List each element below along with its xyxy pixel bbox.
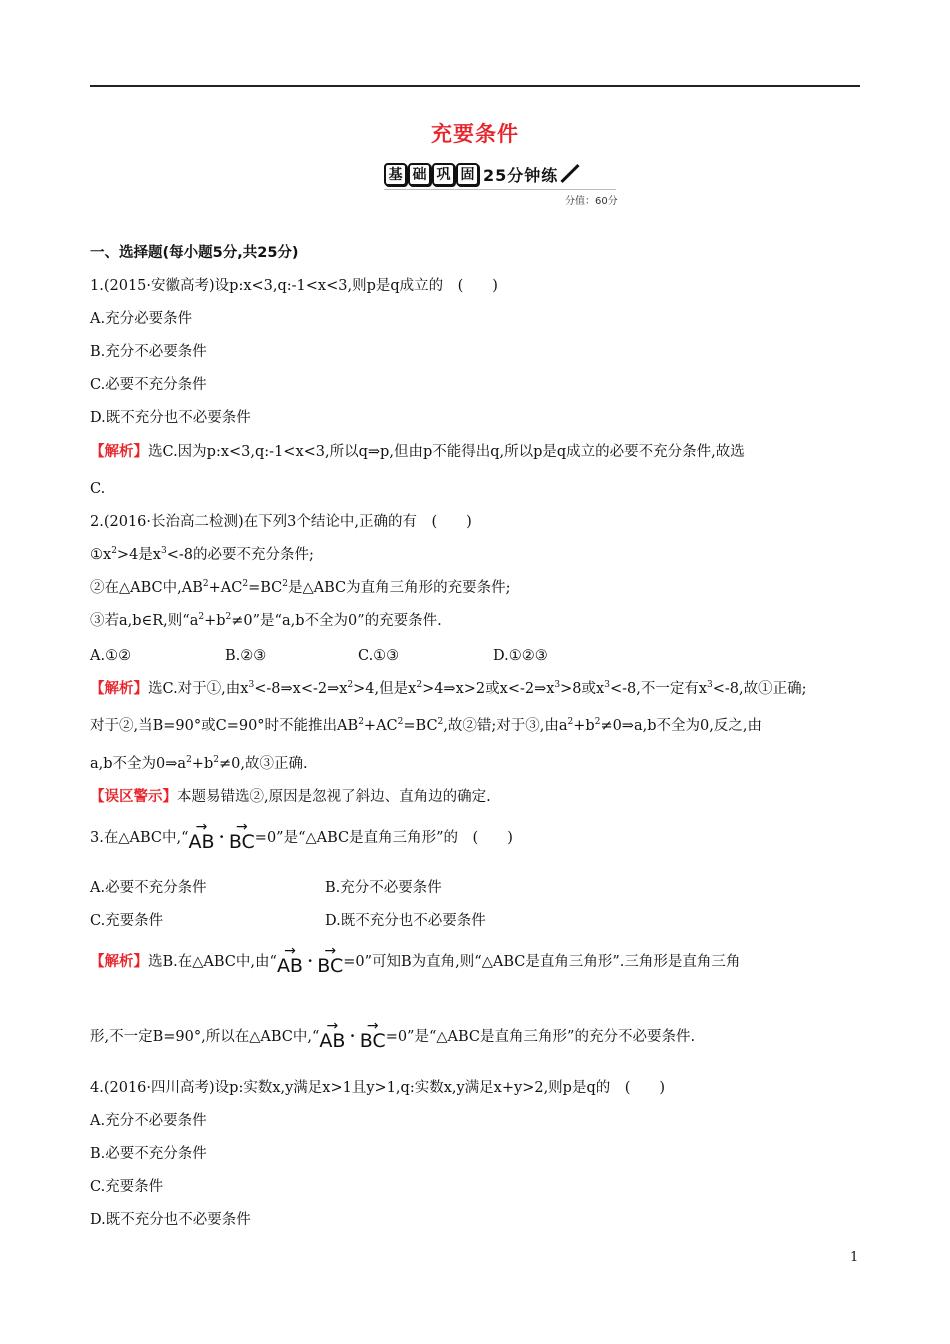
q3-stem: 3.在△ABC中,“ → AB · → BC=0”是“△ABC是直角三角形”的 ( )	[90, 819, 513, 853]
q4-option-a: A.充分不必要条件	[90, 1113, 207, 1129]
q3-solution-line-1: 【解析】选B.在△ABC中,由“ → AB · → BC=0”可知B为直角,则“△ABC是直角三角形”.三角形是直角三角	[90, 943, 741, 977]
vector-ab: → AB	[319, 1018, 346, 1052]
page-number: 1	[850, 1250, 859, 1265]
q3-option-b: B.充分不必要条件	[325, 880, 442, 896]
q4-option-c: C.充要条件	[90, 1179, 164, 1195]
banner-char-3: 巩	[432, 163, 455, 186]
banner-underline	[384, 189, 616, 190]
q1-option-b: B.充分不必要条件	[90, 344, 207, 360]
q1-stem: 1.(2015·安徽高考)设p:x<3,q:-1<x<3,则p是q成立的 ( )	[90, 278, 498, 294]
q2-statement-1: $①x^2>4$是$x^3<-8$的必要不充分条件;	[90, 546, 314, 563]
q1-solution-tag: 【解析】	[90, 444, 148, 460]
q2-option-a: A.①②	[90, 648, 132, 664]
header-rule	[90, 85, 860, 87]
section-heading: 一、选择题(每小题5分,共25分)	[90, 245, 299, 261]
q3-option-a: A.必要不充分条件	[90, 880, 207, 896]
vector-bc: → BC	[317, 943, 344, 977]
q4-option-d: D.既不充分也不必要条件	[90, 1212, 251, 1228]
q1-solution-text: 选C.因为p:x<3,q:-1<x<3,所以q⇒p,但由p不能得出q,所以p是q成立的必要不充分条件,故选	[148, 444, 745, 460]
q3-solution-line-2: 形,不一定B=90°,所以在△ABC中,“ → AB · → BC=0”是“△ABC是直角三角形”的充分不必要条件.	[90, 1018, 696, 1052]
q2-options	[90, 646, 548, 666]
vector-bc: → BC	[228, 819, 255, 853]
banner-char-2: 础	[408, 163, 431, 186]
vector-arrow-icon: →	[324, 943, 337, 959]
q3-option-c: C.充要条件	[90, 913, 164, 929]
q3-solution-tag: 【解析】	[90, 954, 148, 970]
q2-statement-2: ②在△ABC中$,AB^2+AC^2=BC^2$是△ABC为直角三角形的充要条件;	[90, 579, 511, 596]
q1-solution-line-1	[90, 442, 745, 462]
q1-option-c: C.必要不充分条件	[90, 377, 207, 393]
q2-option-d: D.①②③	[493, 648, 548, 664]
vector-bc: → BC	[359, 1018, 386, 1052]
pen-stroke-icon	[561, 163, 580, 182]
q1-solution-line-2: C.	[90, 481, 106, 497]
vector-ab: → AB	[276, 943, 303, 977]
q2-solution-line-2: 对于②,当B=90°或C=90°时不能推出$AB^2+AC^2=BC^2$,故②错;对于③,由$a^2+b^2\ne 0\Rightarrow a,b$不全为0,反之,由	[90, 717, 762, 734]
q3-options-row-2	[90, 911, 486, 931]
q2-warning-text: 本题易错选②,原因是忽视了斜边、直角边的确定.	[177, 789, 491, 805]
q2-statement-3: ③若a,b∈R,则“$a^2+b^2\ne 0$”是“a,b不全为0”的充要条件.	[90, 612, 442, 629]
vector-arrow-icon: →	[326, 1018, 339, 1034]
q2-solution-tag: 【解析】	[90, 681, 148, 697]
q2-warning	[90, 787, 491, 807]
practice-banner	[384, 161, 582, 187]
q3-options-row-1	[90, 878, 442, 898]
banner-duration: 25分钟练	[483, 165, 559, 185]
q3-option-d: D.既不充分也不必要条件	[325, 913, 486, 929]
vector-arrow-icon: →	[366, 1018, 379, 1034]
page-title: 充要条件	[431, 122, 519, 146]
vector-ab: → AB	[188, 819, 215, 853]
score-label: 分值：60分	[565, 196, 618, 207]
q1-option-d: D.既不充分也不必要条件	[90, 410, 251, 426]
q2-warning-tag: 【误区警示】	[90, 789, 177, 805]
vector-arrow-icon: →	[195, 819, 208, 835]
vector-arrow-icon: →	[235, 819, 248, 835]
q2-solution-line-1: 【解析】选C.对于①,由$x^3<-8\Rightarrow x<-2\Rightarrow x^2>4$,但是$x^2>4\Rightarrow x>2$或$x<-2\Rightarrow x^3>8$或$x^3<-8$,不一定有$x^3<-8$,故①正确;	[90, 680, 807, 697]
q2-solution-line-3: a,b不全为$0\Rightarrow a^2+b^2\ne 0$,故③正确.	[90, 755, 308, 772]
banner-char-1: 基	[384, 163, 407, 186]
q2-stem: 2.(2016·长治高二检测)在下列3个结论中,正确的有 ( )	[90, 514, 472, 530]
banner-char-4: 固	[456, 163, 479, 186]
q4-stem: 4.(2016·四川高考)设p:实数x,y满足x>1且y>1,q:实数x,y满足x+y>2,则p是q的 ( )	[90, 1080, 666, 1096]
q2-option-c: C.①③	[358, 648, 400, 664]
q2-option-b: B.②③	[225, 648, 267, 664]
vector-arrow-icon: →	[284, 943, 296, 959]
q4-option-b: B.必要不充分条件	[90, 1146, 207, 1162]
q1-option-a: A.充分必要条件	[90, 311, 193, 327]
